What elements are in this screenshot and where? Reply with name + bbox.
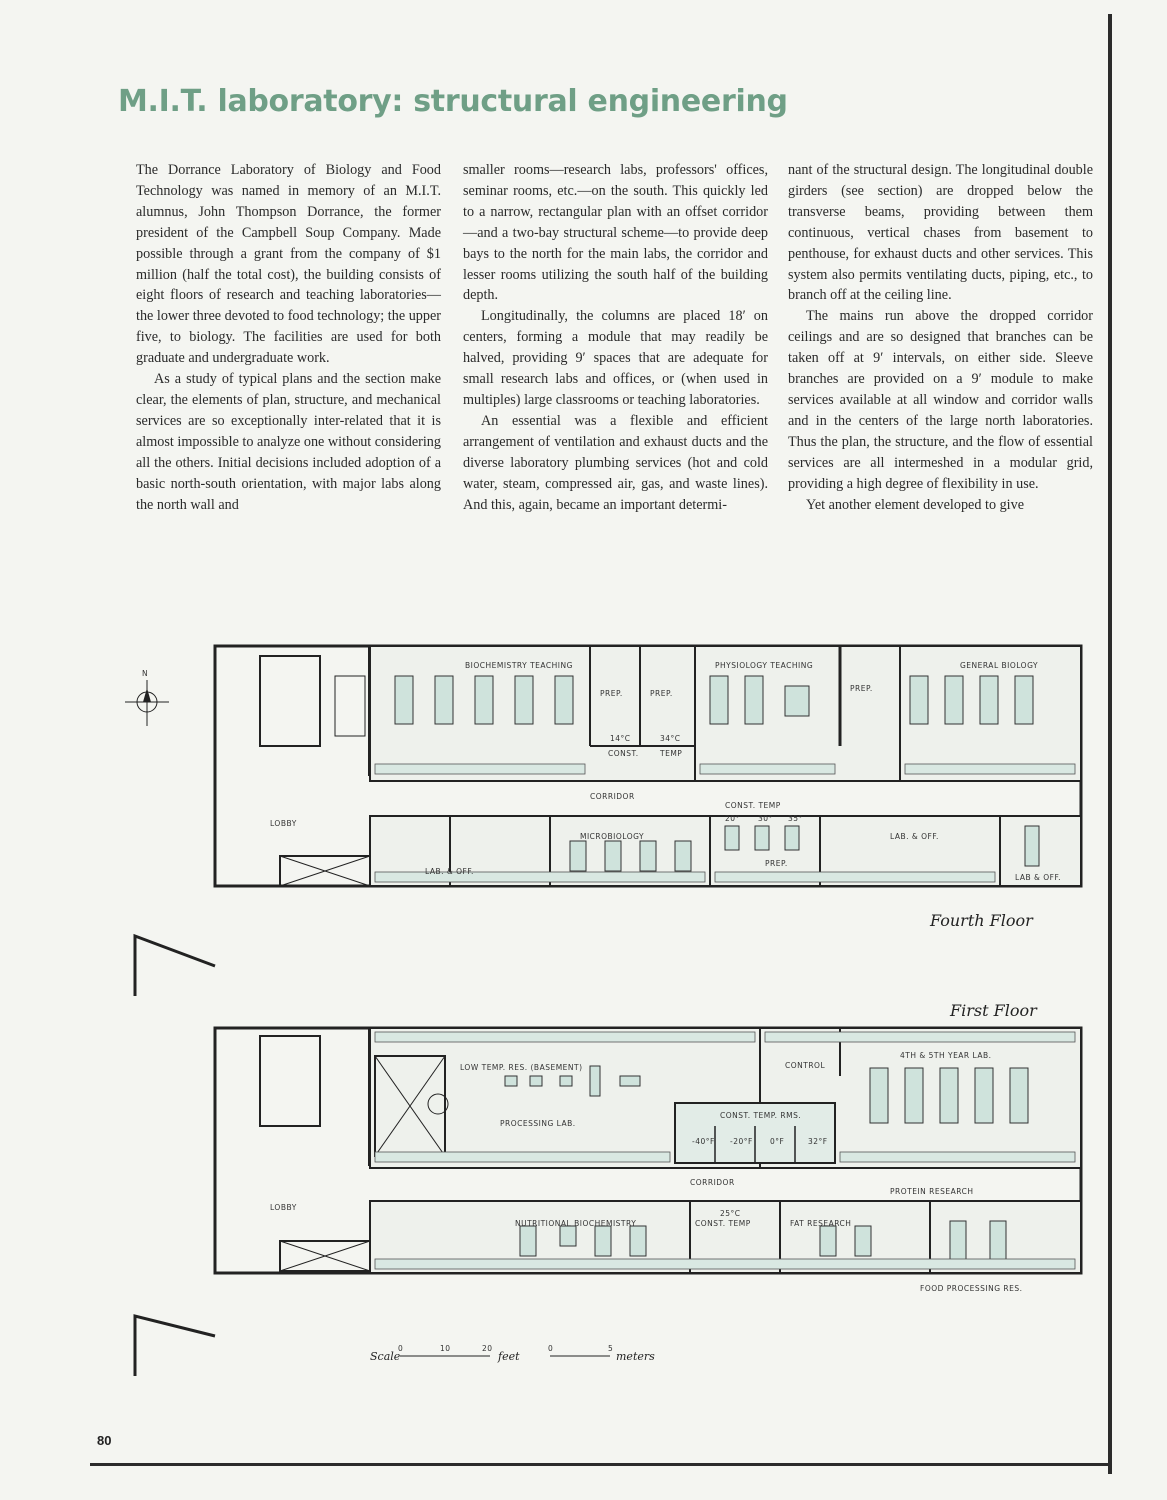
plan-label: 4TH & 5TH YEAR LAB. (900, 1051, 992, 1060)
plan-label: 35° (788, 814, 803, 823)
plan-label: CONST. TEMP (695, 1219, 751, 1228)
paragraph: The Dorrance Laboratory of Biology and Food Technology was named in memory of an M.I.T. alumnus, John Thompson Dorrance, the former president of the Campbell Soup Company. Made possible through a grant from the company of $1 million (half the total cost), the building consists of eight floors of research and teaching laboratories—the lower three devoted to food technology; the upper five, to biology. The facilities are used for both graduate and undergraduate work. (136, 162, 441, 367)
fourth-floor-plan (125, 646, 1081, 996)
plan-label: LAB. & OFF. (425, 867, 474, 876)
text-column-2 (463, 160, 768, 515)
paragraph: smaller rooms—research labs, professors' offices, seminar rooms, etc.—on the south. This quickly led to a narrow, rectangular plan with an offset corridor—and a two-bay structural scheme—to provide deep bays to the north for the main labs, the corridor and lesser rooms utilizing the south half of the building depth. (463, 162, 768, 304)
plan-label: PROTEIN RESEARCH (890, 1187, 974, 1196)
plan-label: PREP. (765, 859, 788, 868)
plan-label: 34°C (660, 734, 681, 743)
first-floor-caption: First Floor (950, 1001, 1037, 1020)
plan-label: CONTROL (785, 1061, 826, 1070)
plan-label: LAB. & OFF. (890, 832, 939, 841)
paragraph: The mains run above the dropped corridor ceilings and are so designed that branches can be taken off at 9′ intervals, on either side. Sleeve branches are provided on a 9′ module to make services available at all window and corridor walls and in the centers of the large north laboratories. Thus the plan, the structure, and the flow of essential services are all intermeshed in a modular grid, providing a high degree of flexibility in use. (788, 308, 1093, 492)
plan-label: BIOCHEMISTRY TEACHING (465, 661, 573, 670)
scale-tick: 5 (608, 1344, 614, 1353)
plan-label: LOW TEMP. RES. (BASEMENT) (460, 1063, 583, 1072)
plan-label: MICROBIOLOGY (580, 832, 645, 841)
plan-label: CONST. TEMP (725, 801, 781, 810)
plan-label: CONST. (608, 749, 639, 758)
page-number: 80 (97, 1433, 112, 1448)
plan-label: GENERAL BIOLOGY (960, 661, 1039, 670)
floor-plans-drawing (120, 636, 1110, 1396)
scale-feet: feet (498, 1350, 520, 1363)
plan-label: 32°F (808, 1137, 828, 1146)
page-rule-bottom (90, 1463, 1112, 1466)
scale-tick: 20 (482, 1344, 493, 1353)
scale-meters: meters (616, 1350, 655, 1363)
plan-label: -20°F (730, 1137, 753, 1146)
paragraph: As a study of typical plans and the section make clear, the elements of plan, structure, and mechanical services are so exceptionally inter-related that it is almost impossible to analyze one without considering all the others. Initial decisions included adoption of a basic north-south orientation, with major labs along the north wall and (136, 371, 441, 513)
paragraph: nant of the structural design. The longitudinal double girders (see section) are dropped below the transverse beams, providing between them continuous, vertical chases from basement to penthouse, for exhaust ducts and other services. This system also permits ventilating ducts, piping, etc., to branch off at the ceiling line. (788, 162, 1093, 304)
plan-label: 0°F (770, 1137, 785, 1146)
plan-label: LOBBY (270, 819, 297, 828)
text-column-3 (788, 160, 1093, 515)
plan-label: CORRIDOR (590, 792, 635, 801)
plan-label: PROCESSING LAB. (500, 1119, 576, 1128)
plan-label: 25°C (720, 1209, 741, 1218)
paragraph: An essential was a flexible and efficient arrangement of ventilation and exhaust ducts and the diverse laboratory plumbing services (hot and cold water, steam, compressed air, gas, and waste lines). And this, again, became an important determi- (463, 412, 768, 513)
plan-label: PHYSIOLOGY TEACHING (715, 661, 814, 670)
north-label: N (142, 669, 149, 678)
paragraph: Yet another element developed to give (806, 496, 1025, 513)
first-floor-plan (135, 1028, 1081, 1376)
plan-label: PREP. (850, 684, 873, 693)
plan-label: 30° (758, 814, 773, 823)
scale-tick: 10 (440, 1344, 451, 1353)
scale-tick: 0 (548, 1344, 554, 1353)
plan-label: FOOD PROCESSING RES. (920, 1284, 1023, 1293)
plan-label: PREP. (650, 689, 673, 698)
scale-word: Scale (370, 1350, 401, 1363)
fourth-floor-caption: Fourth Floor (930, 911, 1033, 930)
plan-label: CONST. TEMP. RMS. (720, 1111, 802, 1120)
plan-label: CORRIDOR (690, 1178, 735, 1187)
plan-label: 20° (725, 814, 740, 823)
plan-label: -40°F (692, 1137, 715, 1146)
plan-label: 14°C (610, 734, 631, 743)
paragraph: Longitudinally, the columns are placed 18′ on centers, forming a module that may readily be halved, providing 9′ spaces that are adequate for small research labs and offices, or (when used in multiples) large classrooms or teaching laboratories. (463, 308, 768, 408)
scale-tick: 0 (398, 1344, 404, 1353)
plan-label: PREP. (600, 689, 623, 698)
plan-label: LAB & OFF. (1015, 873, 1061, 882)
plan-label: NUTRITIONAL BIOCHEMISTRY (515, 1219, 637, 1228)
plan-label: FAT RESEARCH (790, 1219, 852, 1228)
article-title: M.I.T. laboratory: structural engineering (118, 84, 788, 119)
plan-label: TEMP (660, 749, 683, 758)
plan-label: LOBBY (270, 1203, 297, 1212)
text-column-1 (136, 160, 441, 515)
